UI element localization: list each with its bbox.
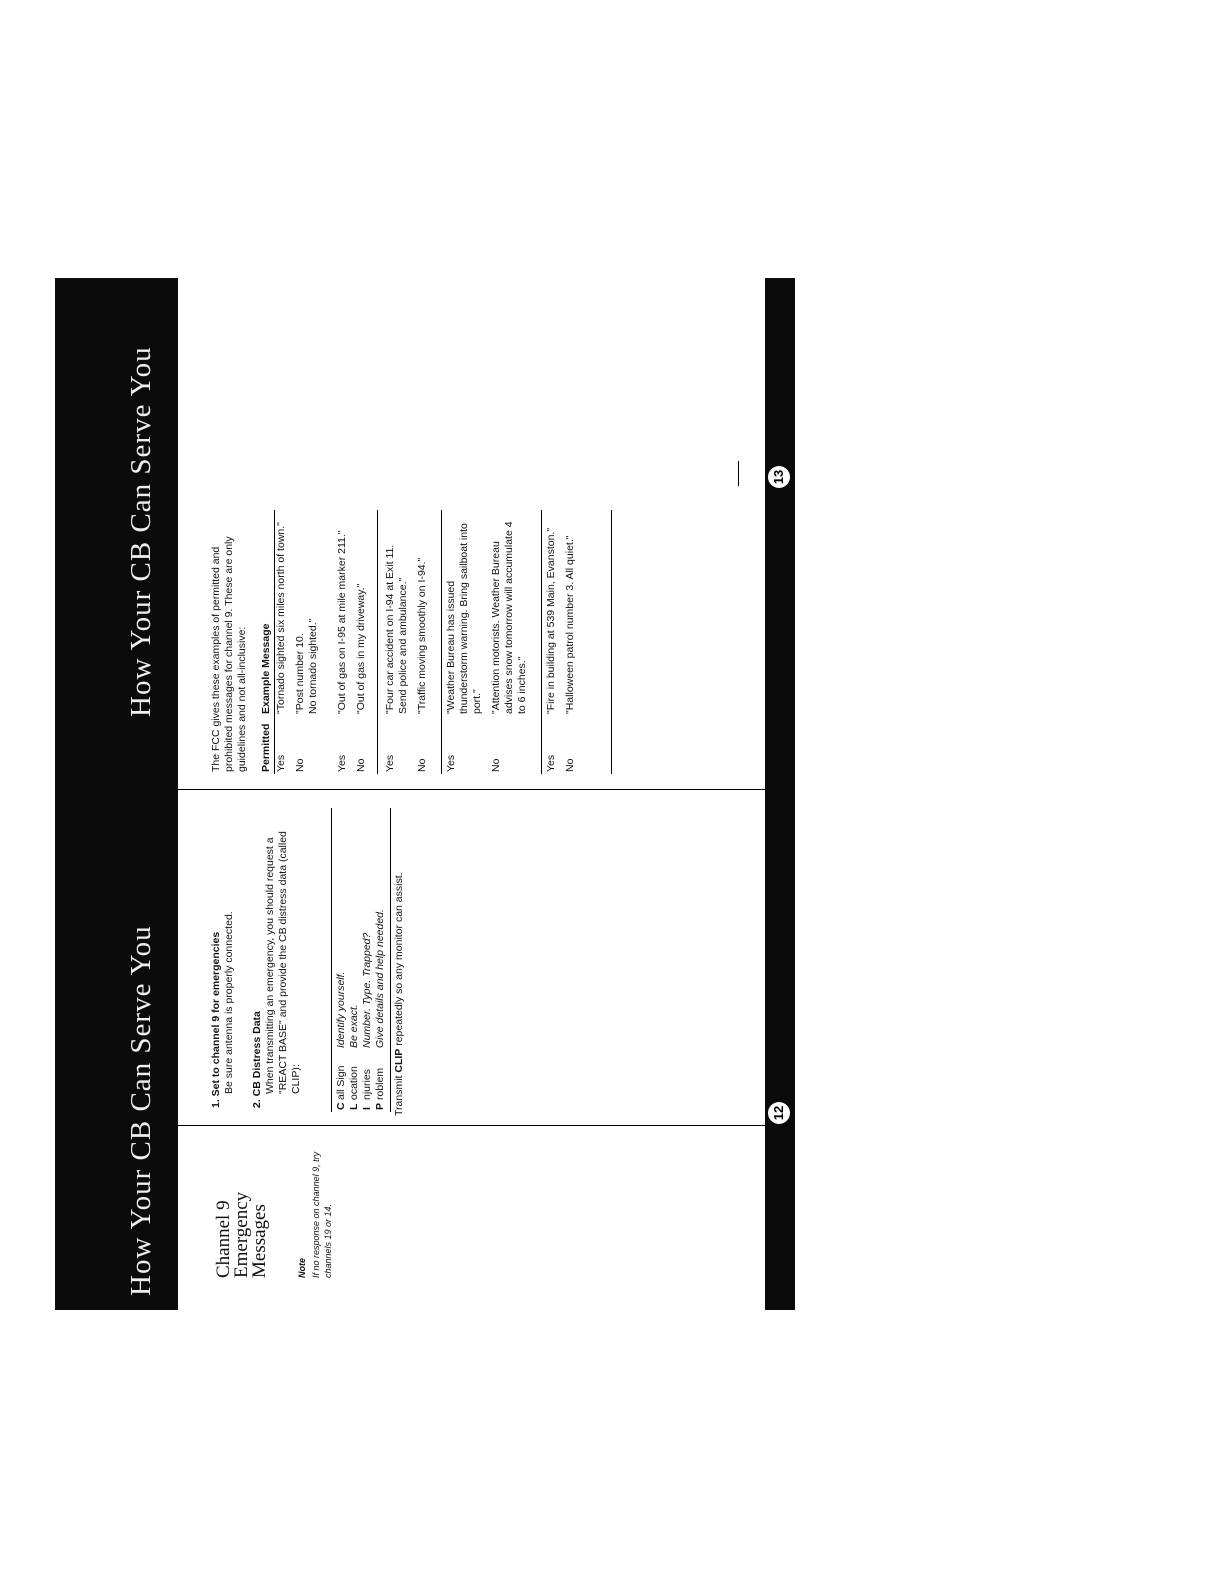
table-row: Yes "Fire in building at 539 Main, Evanston."	[545, 527, 557, 772]
table-row: No "Post number 10. No tornado sighted."	[294, 618, 319, 772]
footer-band	[765, 278, 795, 1310]
clip-row: L ocation Be exact.	[348, 1004, 360, 1110]
transmit-instruction: Transmit CLIP repeatedly so any monitor can assist.	[393, 872, 405, 1116]
table-row: No "Attention motorists. Weather Bureau advises snow tomorrow will accumulate 4 to 6 inches."	[490, 521, 528, 772]
step-2	[251, 808, 303, 1108]
step-1-title: 1. Set to channel 9 for emergencies	[210, 931, 222, 1108]
clip-rule-top	[331, 808, 332, 1112]
message-table	[275, 512, 583, 772]
step-1	[210, 808, 236, 1108]
table-row: No "Traffic moving smoothly on I-94."	[416, 557, 428, 772]
right-column-rule	[178, 789, 765, 790]
step-1-text: Be sure antenna is properly connected.	[223, 911, 235, 1094]
clip-row: P roblem Give details and help needed.	[374, 909, 386, 1110]
table-row: No "Out of gas in my driveway."	[355, 583, 367, 772]
table-row: Yes "Weather Bureau has issued thunderstorm warning. Bring sailboat into port."	[445, 523, 483, 772]
table-row: Yes "Four car accident on I-94 at Exit 11. Send police and ambulance."	[384, 544, 409, 772]
header-band	[55, 278, 178, 1310]
table-group-rule	[611, 510, 612, 774]
booklet-spread	[55, 278, 795, 1310]
step-2-title: 2. CB Distress Data	[251, 1011, 263, 1108]
note-label: Note	[297, 1258, 307, 1278]
table-row: Yes "Tornado sighted six miles north of town."	[275, 522, 287, 772]
fcc-intro: The FCC gives these examples of permitted and prohibited messages for channel 9. These are only guidelines and not all-inclusive:	[210, 536, 248, 772]
page-title-right: How Your CB Can Serve You	[125, 346, 157, 717]
page-title-left: How Your CB Can Serve You	[125, 925, 157, 1296]
table-header	[260, 522, 273, 772]
clip-row: I njuries Number. Type. Trapped?	[361, 932, 373, 1110]
page-number-left: 12	[768, 1102, 790, 1124]
table-row: Yes "Out of gas on I-95 at mile marker 211."	[336, 530, 348, 772]
page-number-right: 13	[768, 466, 790, 488]
note-text: If no response on channel 9, try channels 19 or 14.	[311, 1151, 333, 1278]
col-permitted-header: Permitted	[260, 723, 272, 772]
clip-rule-bottom	[390, 808, 391, 1112]
section-heading: Channel 9 Emergency Messages	[213, 1191, 270, 1278]
step-2-text: When transmitting an emergency, you should request a "REACT BASE" and provide the CB distress data (called CLIP):	[264, 831, 302, 1094]
left-column-rule	[178, 1125, 765, 1126]
col-example-header: Example Message	[260, 623, 272, 714]
table-row: No "Halloween patrol number 3. All quiet."	[564, 535, 576, 772]
footer-rule	[738, 461, 739, 486]
clip-list	[335, 810, 387, 1110]
clip-row: C all Sign Identify yourself.	[335, 971, 347, 1110]
